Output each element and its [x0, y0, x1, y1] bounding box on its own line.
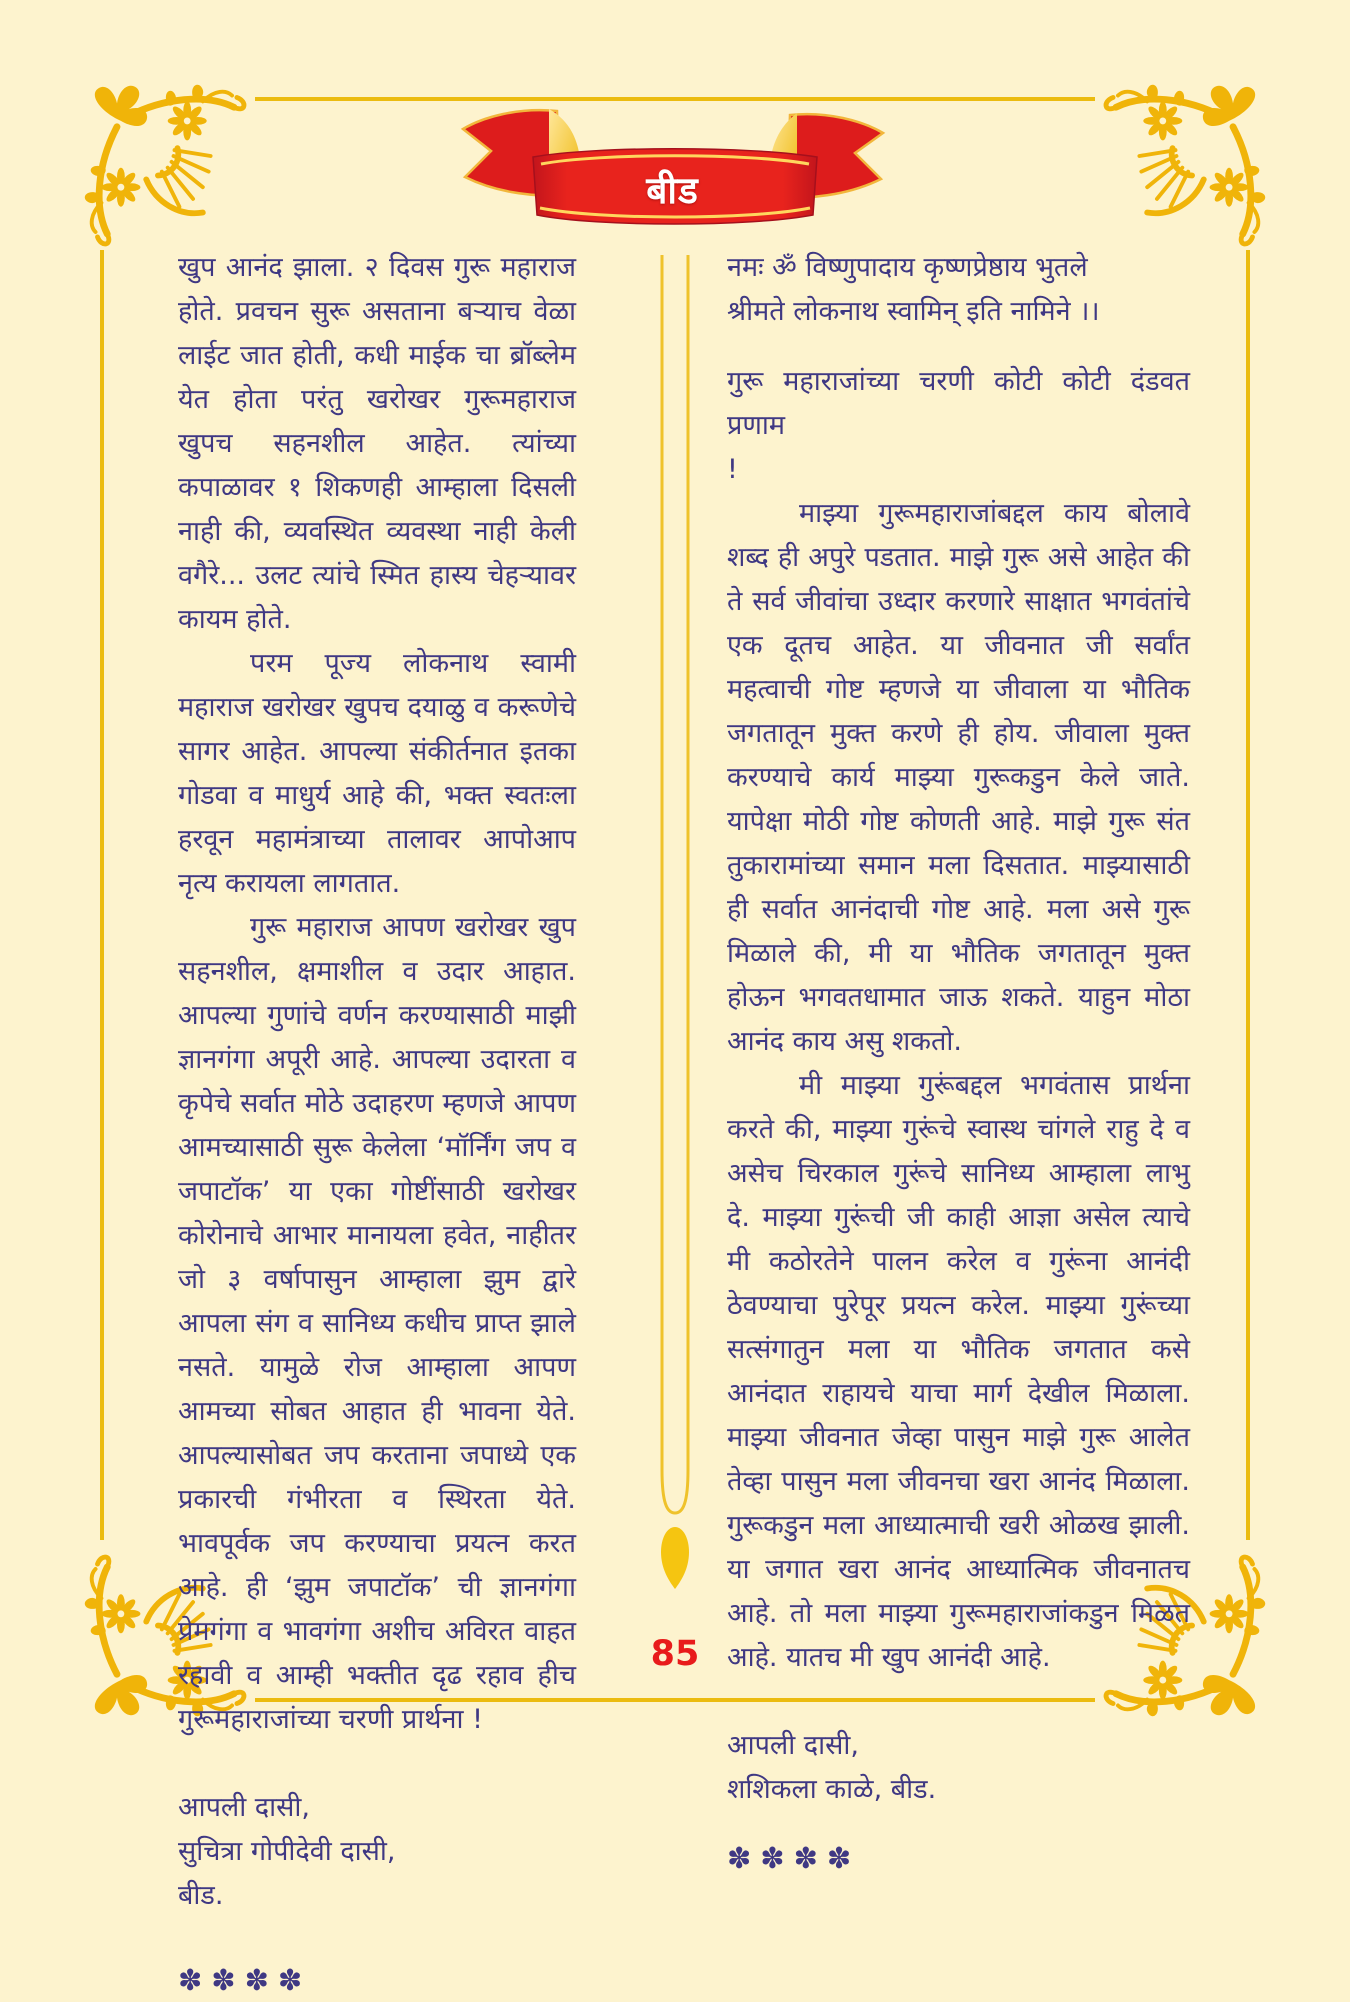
signoff-line: सुचित्रा गोपीदेवी दासी, — [178, 1836, 396, 1867]
column-divider-pen-icon — [654, 255, 696, 1590]
ribbon-title: बीड — [646, 169, 699, 212]
flower-asterisk-marker: ✽✽✽✽ — [178, 1963, 312, 1997]
paragraph-right-1: माझ्या गुरूमहाराजांबद्दल काय बोलावे शब्द ही अपुरे पडतात. माझे गुरू असे आहेत की ते सर्व जीवांचा उध्दार करणारे साक्षात भगवंतांचे एक दूतच आहेत. या जीवनात जी सर्वांत महत्वाची गोष्ट म्हणजे या जीवाला या भौतिक जगतातून मुक्त करणे ही होय. जीवाला मुक्त करण्याचे कार्य माझ्या गुरूकडुन केले जाते. यापेक्षा मोठी गोष्ट कोणती आहे. माझे गुरू संत तुकारामांच्या समान मला दिसतात. माझ्यासाठी ही सर्वात आनंदाची गोष्ट आहे. मला असे गुरू मिळाले की, मी या भौतिक जगतातून मुक्त होऊन भगवतधामात जाऊ शकते. याहुन मोठा आनंद काय असु शकतो. — [727, 498, 1190, 1057]
signoff-line: बीड. — [178, 1880, 224, 1911]
invocation-line: श्रीमते लोकनाथ स्वामिन् इति नामिने ।। — [727, 296, 1100, 327]
paragraph-left-3: गुरू महाराज आपण खरोखर खुप सहनशील, क्षमाशील व उदार आहात. आपल्या गुणांचे वर्णन करण्यासाठी माझी ज्ञानगंगा अपूरी आहे. आपल्या उदारता व कृपेचे सर्वात मोठे उदाहरण म्हणजे आपण आमच्यासाठी सुरू केलेला ‘मॉर्निंग जप व जपाटॉक’ या एका गोष्टींसाठी खरोखर कोरोनाचे आभार मानायला हवेत, नाहीतर जो ३ वर्षापासुन आम्हाला झुम द्वारे आपला संग व सानिध्य कधीच प्राप्त झाले नसते. यामुळे रोज आम्हाला आपण आमच्या सोबत आहात ही भावना येते. आपल्यासोबत जप करताना जपाध्ये एक प्रकारची गंभीरता व स्थिरता येते. भावपूर्वक जप करण्याचा प्रयत्न करत आहे. ही ‘झुम जपाटॉक’ ची ज्ञानगंगा प्रेमगंगा व भावगंगा अशीच अविरत वाहत रहावी व आम्ही भक्तीत दृढ रहाव हीच गुरूमहाराजांच्या चरणी प्रार्थना ! — [178, 912, 576, 1735]
page-number: 85 — [650, 1634, 700, 1674]
salutation-punctuation: ! — [727, 454, 738, 485]
left-column — [178, 246, 576, 2002]
sanskrit-invocation — [727, 246, 1190, 334]
floral-corner-ornament-icon — [78, 78, 273, 273]
paragraph-left-1: खुप आनंद झाला. २ दिवस गुरू महाराज होते. प्रवचन सुरू असताना बऱ्याच वेळा लाईट जात होती, कधी माईक चा ब्रॉब्लेम येत होता परंतु खरोखर गुरूमहाराज खुपच सहनशील आहेत. त्यांच्या कपाळावर १ शिकणही आम्हाला दिसली नाही की, व्यवस्थित व्यवस्था नाही केली वगैरे... उलट त्यांचे स्मित हास्य चेहऱ्यावर कायम होते. — [178, 252, 576, 635]
salutation-line: गुरू महाराजांच्या चरणी कोटी कोटी दंडवत प्रणाम — [727, 366, 1190, 441]
frame-border-right — [1246, 250, 1250, 1540]
signoff-line: आपली दासी, — [178, 1792, 310, 1823]
frame-border-top — [255, 97, 1095, 101]
signoff-line: आपली दासी, — [727, 1730, 859, 1761]
floral-corner-ornament-icon — [1077, 78, 1272, 273]
invocation-line: नमः ॐ विष्णुपादाय कृष्णप्रेष्ठाय भुतले — [727, 252, 1088, 283]
signature-block-left — [178, 1786, 576, 1918]
paragraph-left-2: परम पूज्य लोकनाथ स्वामी महाराज खरोखर खुपच दयाळु व करूणेचे सागर आहेत. आपल्या संकीर्तनात इतका गोडवा व माधुर्य आहे की, भक्त स्वतःला हरवून महामंत्राच्या तालावर आपोआप नृत्य करायला लागतात. — [178, 648, 576, 899]
paragraph-right-2: मी माझ्या गुरूंबद्दल भगवंतास प्रार्थना करते की, माझ्या गुरूंचे स्वास्थ चांगले राहु दे व असेच चिरकाल गुरूंचे सानिध्य आम्हाला लाभु दे. माझ्या गुरूंची जी काही आज्ञा असेल त्याचे मी कठोरतेने पालन करेल व गुरूंना आनंदी ठेवण्याचा पुरेपूर प्रयत्न करेल. माझ्या गुरूंच्या सत्संगातुन मला या भौतिक जगतात कसे आनंदात राहायचे याचा मार्ग देखील मिळाला. माझ्या जीवनात जेव्हा पासुन माझे गुरू आलेत तेव्हा पासुन मला जीवनचा खरा आनंद मिळाला. गुरूकडुन मला आध्यात्माची खरी ओळख झाली. या जगात खरा आनंद आध्यात्मिक जीवनातच आहे. तो मला माझ्या गुरूमहाराजांकडुन मिळत आहे. यातच मी खुप आनंदी आहे. — [727, 1070, 1190, 1673]
flower-asterisk-marker: ✽✽✽✽ — [727, 1841, 861, 1875]
frame-border-left — [100, 250, 104, 1540]
signature-block-right — [727, 1724, 1190, 1812]
signoff-line: शशिकला काळे, बीड. — [727, 1774, 937, 1805]
title-ribbon-banner — [445, 103, 900, 231]
